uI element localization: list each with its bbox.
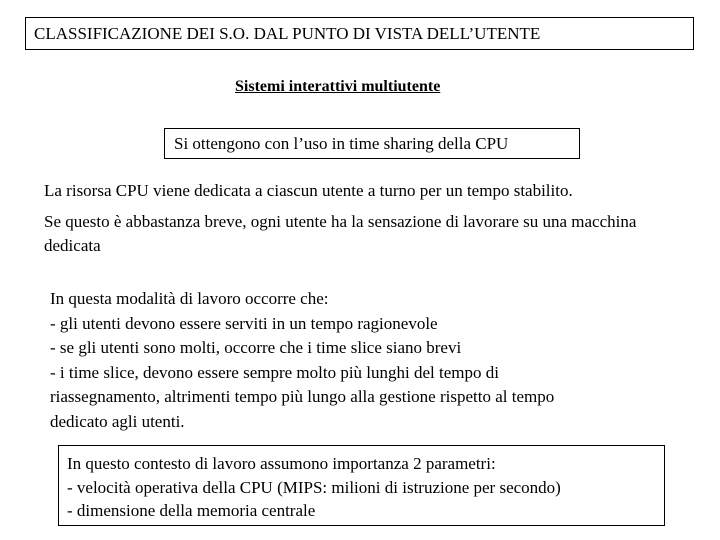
time-sharing-note: Si ottengono con l’uso in time sharing della CPU xyxy=(174,134,509,153)
section-subtitle: Sistemi interattivi multiutente xyxy=(235,78,441,95)
requirement-item: - se gli utenti sono molti, occorre che i time slice siano brevi xyxy=(50,338,462,357)
page-title-box xyxy=(25,17,694,50)
parameters-intro: In questo contesto di lavoro assumono importanza 2 parametri: xyxy=(67,454,496,473)
paragraph-cpu-turns: La risorsa CPU viene dedicata a ciascun utente a turno per un tempo stabilito. xyxy=(44,181,573,200)
parameter-item: - dimensione della memoria centrale xyxy=(67,501,316,520)
paragraph-dedicated-machine: Se questo è abbastanza breve, ogni utente ha la sensazione di lavorare su una macchina dedicata xyxy=(44,212,637,255)
requirement-item: - i time slice, devono essere sempre molto più lunghi del tempo di xyxy=(50,362,499,382)
requirement-item: dedicato agli utenti. xyxy=(50,411,185,431)
time-sharing-box xyxy=(164,128,580,159)
requirements-intro: In questa modalità di lavoro occorre che: xyxy=(50,289,329,308)
requirements-block xyxy=(50,287,690,434)
parameter-item: - velocità operativa della CPU (MIPS: milioni di istruzione per secondo) xyxy=(67,477,561,497)
page-title: CLASSIFICAZIONE DEI S.O. DAL PUNTO DI VISTA DELL’UTENTE xyxy=(34,24,541,43)
parameters-box xyxy=(58,445,665,526)
requirement-item: - gli utenti devono essere serviti in un tempo ragionevole xyxy=(50,313,438,333)
requirement-item: riassegnamento, altrimenti tempo più lungo alla gestione rispetto al tempo xyxy=(50,387,555,406)
